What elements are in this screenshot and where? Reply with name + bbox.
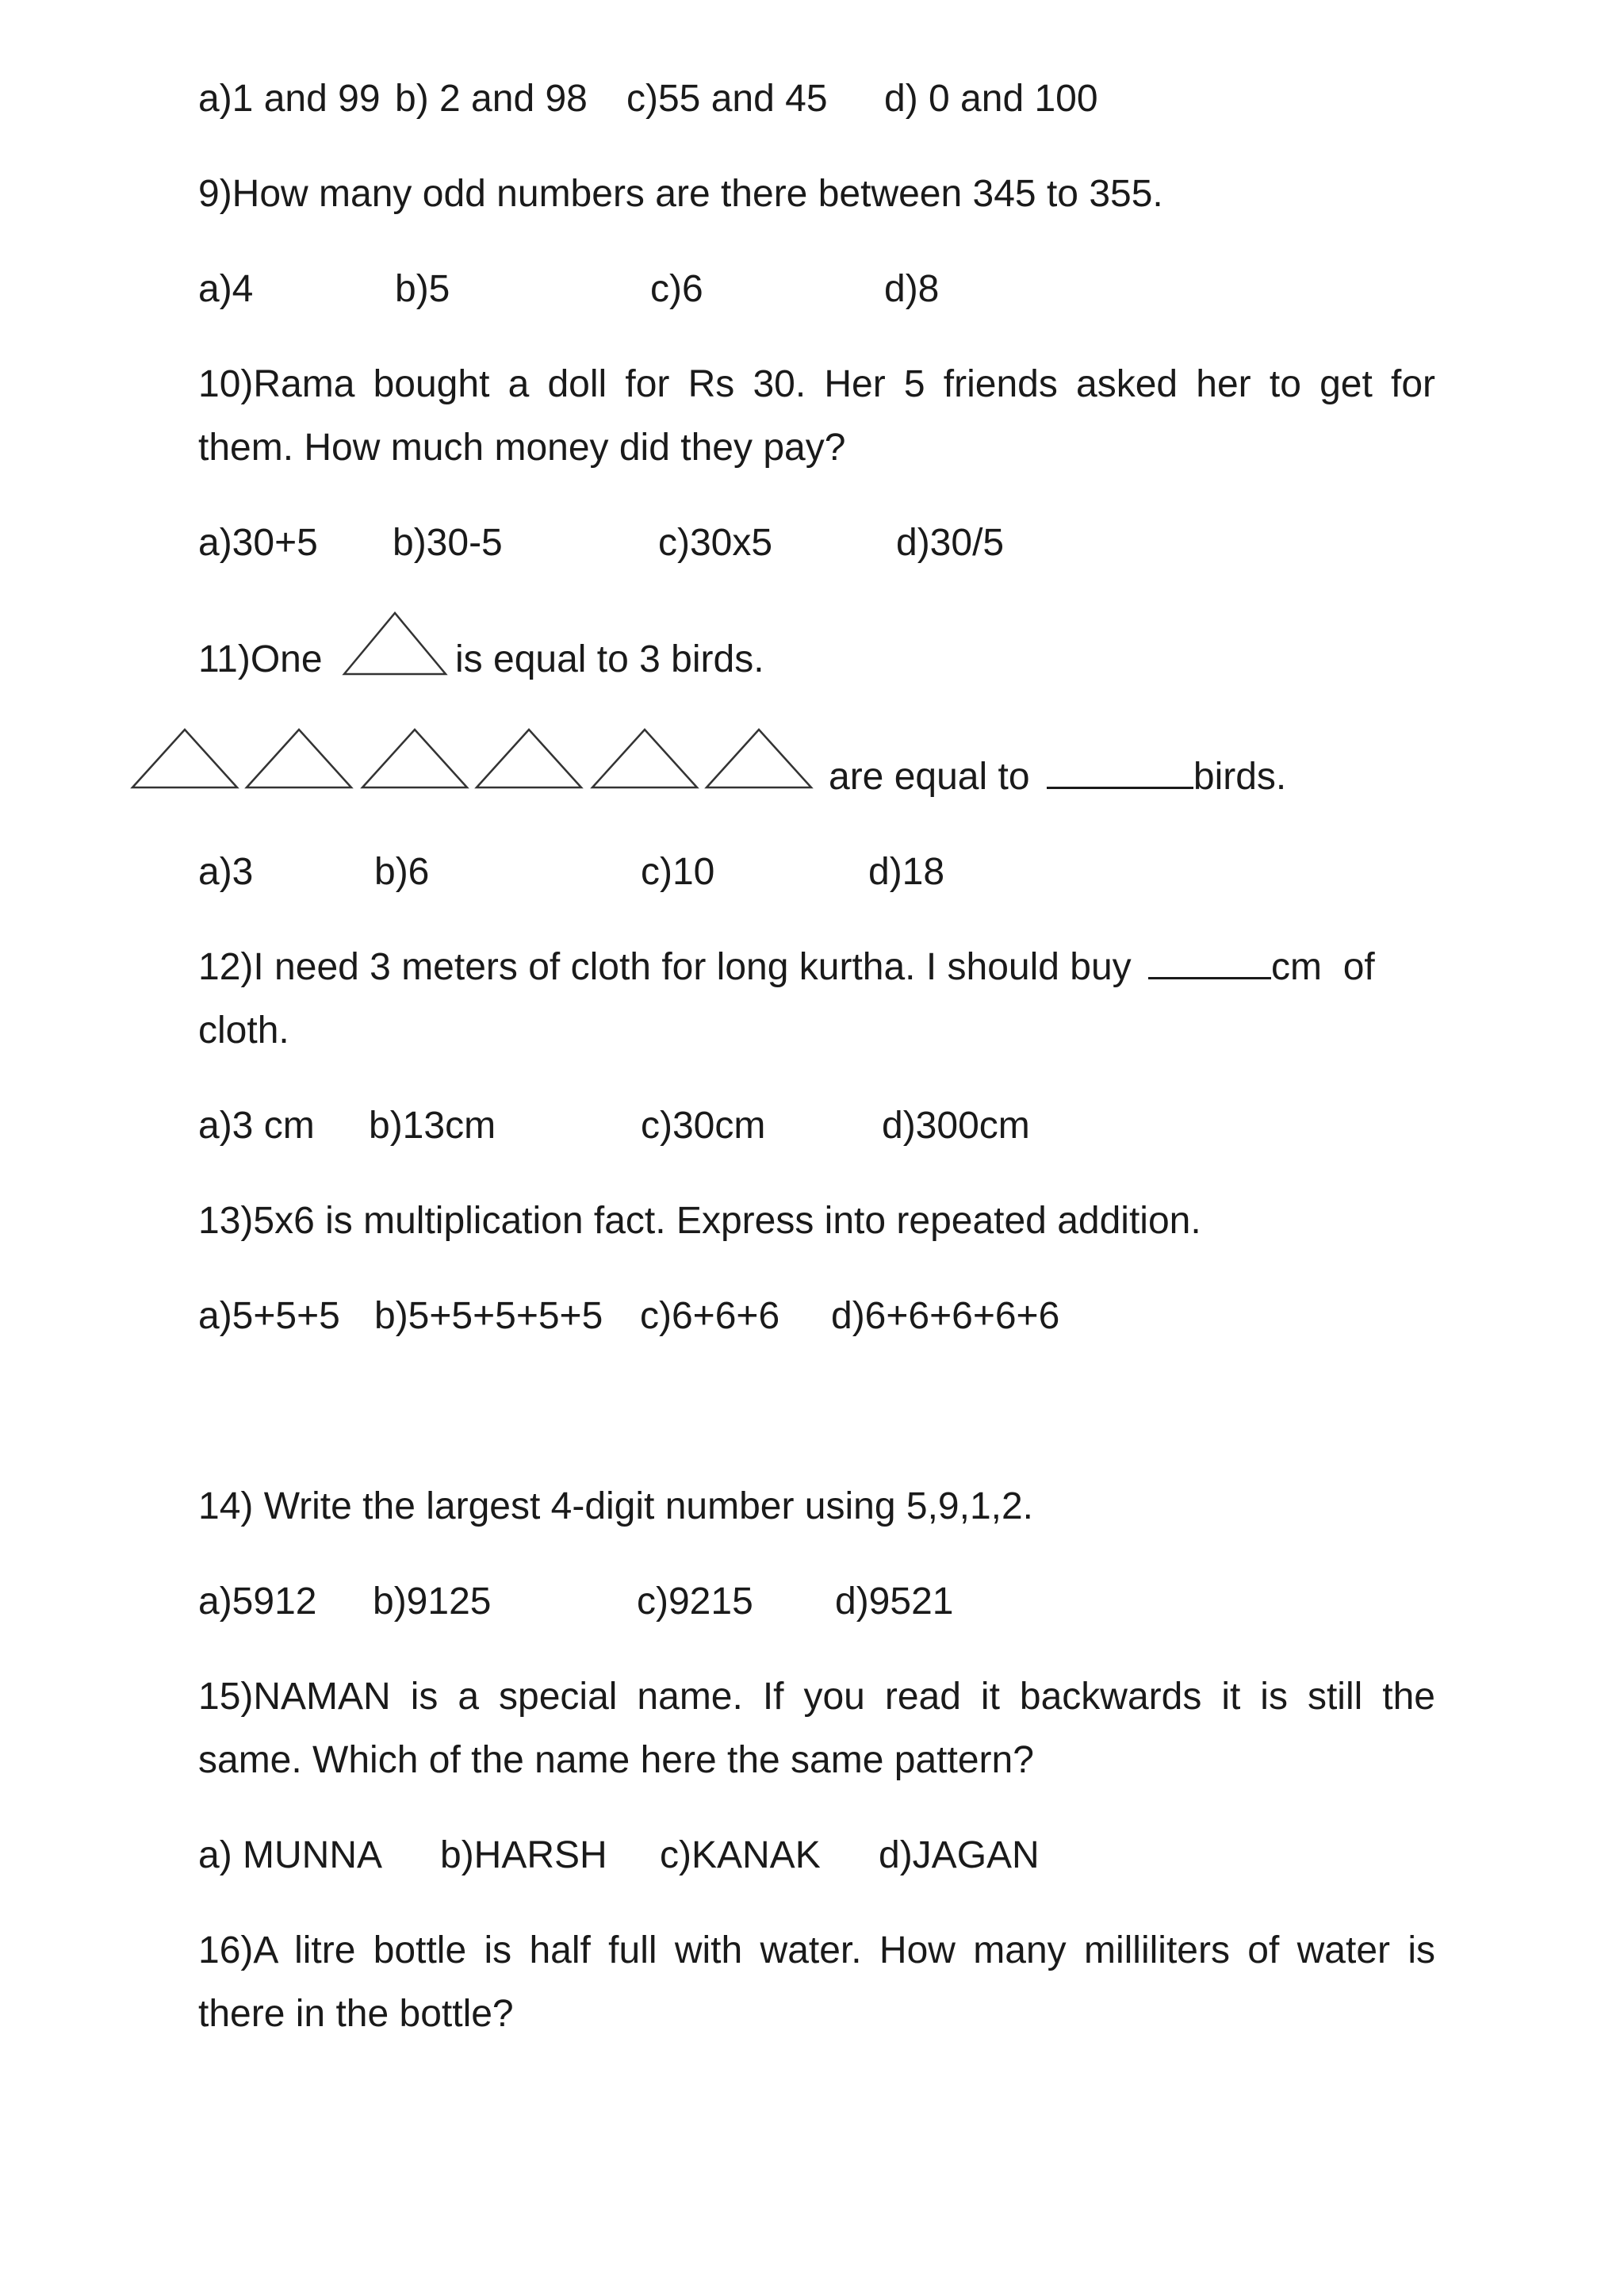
q11-option-d: d)18: [868, 851, 945, 893]
q10-question-line2: them. How much money did they pay?: [198, 427, 846, 469]
q14-question: 14) Write the largest 4-digit number using 5,9,1,2.: [198, 1485, 1033, 1527]
q10-option-c: c)30x5: [658, 522, 773, 564]
triangle-icon: [477, 730, 581, 787]
triangle-icon: [362, 730, 467, 787]
q12-question-line2: cloth.: [198, 1010, 289, 1052]
q13-option-b: b)5+5+5+5+5: [374, 1295, 603, 1337]
triangle-icon: [343, 611, 447, 676]
q9-option-c: c)6: [650, 268, 703, 310]
q8-option-d: d) 0 and 100: [884, 78, 1098, 120]
q9-question: 9)How many odd numbers are there between 345 to 355.: [198, 173, 1163, 215]
q12-option-d: d)300cm: [882, 1105, 1030, 1147]
q10-option-b: b)30-5: [393, 522, 503, 564]
q15-question-line1: 15)NAMAN is a special name. If you read it backwards it is still the: [198, 1676, 1435, 1718]
triangle-icon: [247, 730, 351, 787]
q10-question-line1: 10)Rama bought a doll for Rs 30. Her 5 friends asked her to get for: [198, 363, 1435, 405]
q15-option-c: c)KANAK: [660, 1834, 821, 1876]
q8-option-b: b) 2 and 98: [395, 78, 588, 120]
triangle-icon: [707, 730, 811, 787]
q12-option-a: a)3 cm: [198, 1105, 315, 1147]
q12-option-c: c)30cm: [641, 1105, 766, 1147]
q14-option-b: b)9125: [373, 1580, 492, 1623]
q11-birds: birds.: [1193, 756, 1287, 798]
q13-question: 13)5x6 is multiplication fact. Express into repeated addition.: [198, 1200, 1201, 1242]
q16-question-line1: 16)A litre bottle is half full with water. How many milliliters of water is: [198, 1929, 1435, 1971]
q14-option-c: c)9215: [637, 1580, 753, 1623]
q9-option-d: d)8: [884, 268, 940, 310]
q9-option-a: a)4: [198, 268, 254, 310]
q12-question-line1: [198, 944, 1375, 991]
q16-question-line2: there in the bottle?: [198, 1993, 514, 2035]
q10-option-d: d)30/5: [896, 522, 1005, 564]
q11-equal-line: [829, 753, 1286, 801]
q11-suffix: is equal to 3 birds.: [455, 638, 764, 680]
q8-option-a: a)1 and 99: [198, 78, 381, 120]
q11-answer-blank: [1047, 784, 1193, 789]
q13-option-d: d)6+6+6+6+6: [831, 1295, 1060, 1337]
q8-option-c: c)55 and 45: [626, 78, 828, 120]
q11-option-c: c)10: [641, 851, 715, 893]
q11-prefix: 11)One: [198, 638, 323, 680]
q12-question-part-a: 12)I need 3 meters of cloth for long kurtha. I should buy: [198, 946, 1132, 988]
q9-option-b: b)5: [395, 268, 450, 310]
q12-option-b: b)13cm: [369, 1105, 496, 1147]
q14-option-a: a)5912: [198, 1580, 317, 1623]
q12-question-part-b: cm of: [1271, 946, 1375, 988]
q11-option-a: a)3: [198, 851, 254, 893]
q13-option-c: c)6+6+6: [640, 1295, 780, 1337]
q12-answer-blank: [1148, 974, 1271, 979]
q11-option-b: b)6: [374, 851, 430, 893]
q15-question-line2: same. Which of the name here the same pattern?: [198, 1739, 1034, 1781]
q14-option-d: d)9521: [835, 1580, 954, 1623]
q11-equal-to: are equal to: [829, 756, 1030, 798]
triangle-icon: [132, 730, 237, 787]
q13-option-a: a)5+5+5: [198, 1295, 340, 1337]
triangle-row: [131, 726, 821, 789]
q15-option-d: d)JAGAN: [879, 1834, 1040, 1876]
q15-option-a: a) MUNNA: [198, 1834, 383, 1876]
triangle-icon: [592, 730, 697, 787]
q10-option-a: a)30+5: [198, 522, 318, 564]
q15-option-b: b)HARSH: [440, 1834, 607, 1876]
